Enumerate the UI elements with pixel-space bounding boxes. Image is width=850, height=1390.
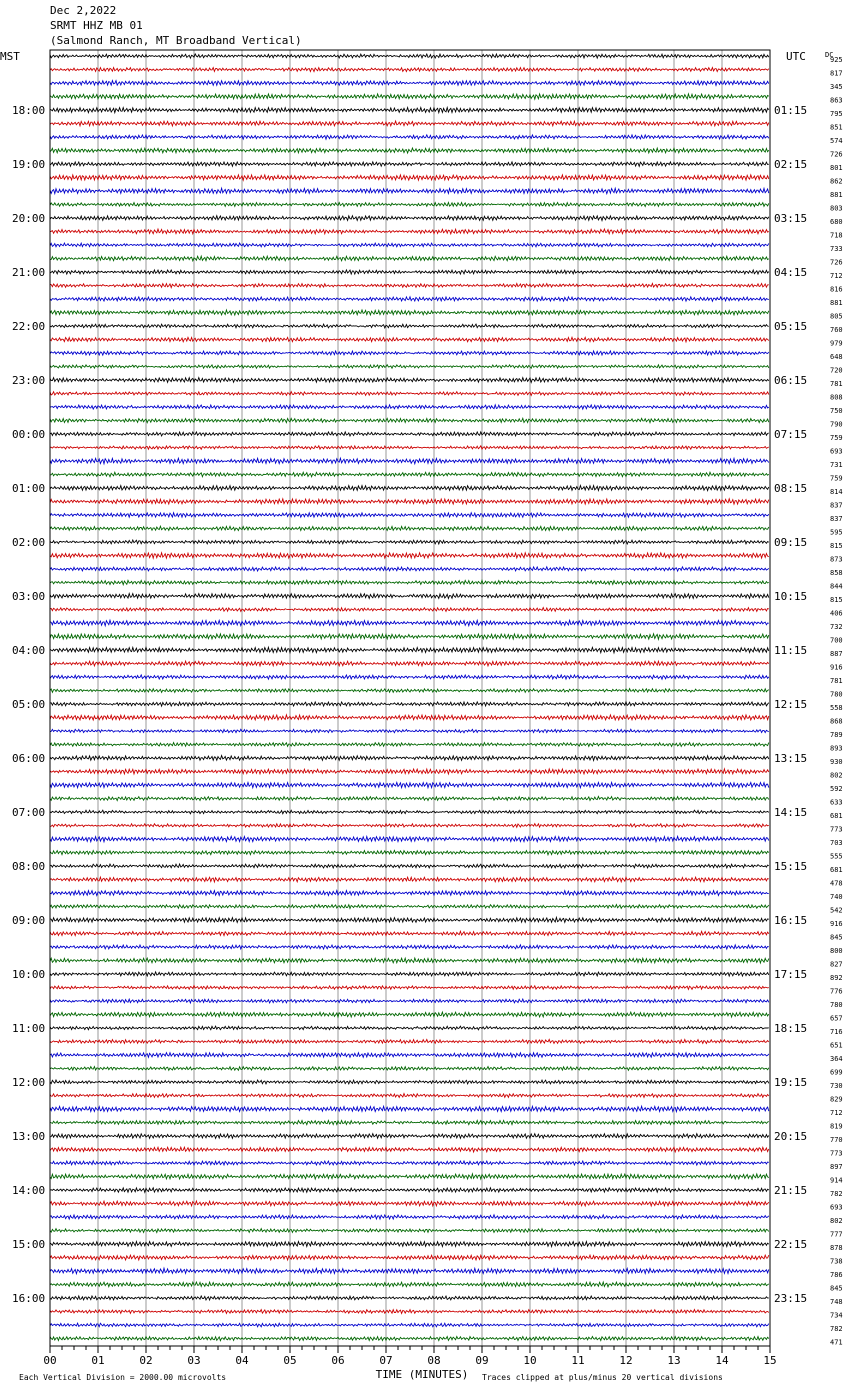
seismic-trace — [50, 796, 769, 800]
dc-offset-value: 851 — [830, 123, 843, 132]
dc-offset-value: 802 — [830, 771, 843, 780]
dc-offset-value: 748 — [830, 1298, 843, 1306]
mst-hour-label: 22:00 — [12, 320, 46, 333]
seismic-trace — [50, 1282, 769, 1287]
seismic-trace — [50, 458, 769, 463]
seismic-trace — [50, 392, 769, 396]
seismic-trace — [50, 567, 769, 571]
x-tick-label: 15 — [763, 1354, 777, 1367]
seismic-trace — [50, 608, 769, 612]
utc-hour-label: 08:15 — [774, 482, 808, 495]
utc-hour-label: 12:15 — [774, 698, 808, 711]
mst-hour-label: 09:00 — [12, 914, 46, 927]
dc-offset-value: 782 — [830, 1190, 843, 1198]
utc-hour-label: 19:15 — [774, 1076, 808, 1089]
x-tick-label: 06 — [331, 1354, 345, 1367]
seismic-trace — [50, 256, 769, 261]
seismic-trace — [50, 1134, 769, 1139]
x-tick-label: 04 — [235, 1354, 249, 1367]
dc-offset-value: 802 — [830, 1217, 843, 1225]
mst-hour-label: 14:00 — [12, 1184, 46, 1197]
seismic-trace — [50, 1053, 769, 1058]
seismic-trace — [50, 594, 769, 599]
seismic-trace — [50, 418, 769, 422]
dc-offset-value: 817 — [830, 69, 843, 78]
dc-offset-value: 726 — [830, 150, 843, 159]
dc-offset-value: 780 — [830, 690, 843, 699]
seismic-trace — [50, 769, 769, 774]
dc-offset-value: 773 — [830, 1149, 843, 1158]
seismic-trace — [50, 432, 769, 436]
seismic-trace — [50, 729, 769, 732]
seismic-trace — [50, 499, 769, 504]
dc-offset-value: 897 — [830, 1163, 843, 1171]
seismic-trace — [50, 1161, 769, 1165]
seismic-trace — [50, 782, 769, 787]
dc-offset-value: 873 — [830, 555, 843, 564]
dc-offset-value: 740 — [830, 893, 843, 901]
dc-offset-value: 657 — [830, 1014, 843, 1023]
dc-offset-value: 816 — [830, 285, 843, 294]
dc-offset-value: 699 — [830, 1068, 843, 1077]
seismic-trace — [50, 175, 769, 180]
dc-offset-value: 703 — [830, 839, 843, 847]
seismic-trace — [50, 661, 769, 666]
seismic-trace — [50, 958, 769, 963]
dc-offset-value: 878 — [830, 1244, 843, 1252]
dc-offset-value: 827 — [830, 960, 843, 969]
seismic-trace — [50, 1242, 769, 1247]
mst-hour-label: 18:00 — [12, 104, 46, 117]
dc-offset-value: 733 — [830, 245, 843, 253]
seismic-trace — [50, 121, 769, 126]
seismic-trace — [50, 1174, 769, 1179]
dc-offset-value: 651 — [830, 1041, 843, 1050]
dc-offset-value: 790 — [830, 420, 843, 429]
dc-offset-value: 892 — [830, 974, 843, 982]
mst-hour-label: 10:00 — [12, 968, 46, 981]
seismic-trace — [50, 1229, 769, 1233]
dc-offset-value: 732 — [830, 623, 843, 631]
dc-offset-value: 693 — [830, 447, 843, 456]
dc-offset-value: 805 — [830, 312, 843, 321]
dc-offset-value: 845 — [830, 933, 843, 942]
seismic-trace — [50, 743, 769, 747]
utc-hour-label: 11:15 — [774, 644, 808, 657]
dc-offset-value: 633 — [830, 798, 843, 807]
station-code: SRMT HHZ MB 01 — [50, 19, 143, 32]
dc-offset-value: 863 — [830, 96, 843, 105]
dc-offset-value: 781 — [830, 380, 843, 388]
utc-hour-label: 20:15 — [774, 1130, 808, 1143]
dc-offset-value: 815 — [830, 596, 843, 604]
seismic-trace — [50, 864, 769, 868]
dc-offset-value: 800 — [830, 947, 843, 955]
dc-offset-value: 471 — [830, 1338, 843, 1347]
seismic-trace — [50, 283, 769, 287]
seismic-trace — [50, 54, 769, 58]
x-axis-title: TIME (MINUTES) — [375, 1368, 469, 1381]
seismic-trace — [50, 148, 769, 153]
dc-offset-value: 893 — [830, 744, 843, 753]
seismic-trace — [50, 1106, 769, 1111]
dc-offset-value: 844 — [830, 582, 843, 591]
seismic-trace — [50, 917, 769, 922]
dc-offset-value: 716 — [830, 1028, 843, 1036]
dc-offset-value: 789 — [830, 731, 843, 739]
seismic-trace — [50, 836, 769, 841]
seismic-trace — [50, 756, 769, 761]
dc-offset-value: 808 — [830, 393, 843, 402]
mst-hour-label: 11:00 — [12, 1022, 46, 1035]
seismic-trace — [50, 472, 769, 476]
dc-offset-value: 681 — [830, 812, 843, 820]
right-timezone-label: UTC — [786, 50, 806, 63]
dc-offset-value: 777 — [830, 1230, 843, 1239]
dc-offset-value: 795 — [830, 110, 843, 118]
seismic-trace — [50, 365, 769, 368]
utc-hour-label: 14:15 — [774, 806, 808, 819]
seismic-trace — [50, 202, 769, 206]
seismic-trace — [50, 188, 769, 193]
seismic-trace — [50, 715, 769, 720]
seismic-trace — [50, 620, 769, 625]
seismic-trace — [50, 216, 769, 221]
mst-hour-label: 07:00 — [12, 806, 46, 819]
dc-offset-value: 759 — [830, 434, 843, 442]
dc-offset-value: 782 — [830, 1325, 843, 1333]
x-tick-label: 07 — [379, 1354, 393, 1367]
dc-offset-value: 478 — [830, 879, 843, 888]
utc-hour-label: 17:15 — [774, 968, 808, 981]
x-tick-label: 02 — [139, 1354, 153, 1367]
mst-hour-label: 01:00 — [12, 482, 46, 495]
x-tick-label: 05 — [283, 1354, 297, 1367]
utc-hour-label: 02:15 — [774, 158, 808, 171]
mst-hour-label: 21:00 — [12, 266, 46, 279]
dc-offset-header: DC — [825, 51, 834, 59]
utc-hour-label: 06:15 — [774, 374, 808, 387]
dc-offset-value: 759 — [830, 474, 843, 483]
dc-offset-value: 845 — [830, 1284, 843, 1293]
dc-offset-value: 750 — [830, 407, 843, 415]
x-tick-label: 11 — [571, 1354, 585, 1367]
seismic-trace — [50, 1012, 769, 1017]
mst-hour-label: 20:00 — [12, 212, 46, 225]
utc-hour-label: 10:15 — [774, 590, 808, 603]
seismic-trace — [50, 877, 769, 882]
mst-hour-label: 00:00 — [12, 428, 46, 441]
seismic-trace — [50, 1080, 769, 1084]
seismic-trace — [50, 580, 769, 584]
x-tick-label: 14 — [715, 1354, 729, 1367]
seismic-trace — [50, 229, 769, 234]
seismic-trace — [50, 972, 769, 976]
seismic-trace — [50, 378, 769, 383]
x-tick-label: 09 — [475, 1354, 489, 1367]
seismic-trace — [50, 135, 769, 139]
x-tick-label: 00 — [43, 1354, 57, 1367]
utc-hour-label: 16:15 — [774, 914, 808, 927]
dc-offset-value: 881 — [830, 299, 843, 307]
seismic-trace — [50, 1067, 769, 1071]
dc-offset-value: 731 — [830, 461, 843, 469]
dc-offset-value: 770 — [830, 1136, 843, 1144]
utc-hour-label: 21:15 — [774, 1184, 808, 1197]
seismic-trace — [50, 1296, 769, 1300]
mst-hour-label: 15:00 — [12, 1238, 46, 1251]
x-tick-label: 12 — [619, 1354, 633, 1367]
dc-offset-value: 819 — [830, 1122, 843, 1131]
plot-date: Dec 2,2022 — [50, 4, 117, 17]
seismic-trace — [50, 1147, 769, 1152]
seismic-trace — [50, 689, 769, 693]
seismic-trace — [50, 526, 769, 530]
seismic-trace — [50, 905, 769, 909]
utc-hour-label: 13:15 — [774, 752, 808, 765]
dc-offset-value: 738 — [830, 1257, 843, 1266]
seismic-trace — [50, 931, 769, 935]
dc-offset-value: 914 — [830, 1176, 843, 1185]
scale-note: Each Vertical Division = 2000.00 microvolts — [19, 1373, 227, 1382]
dc-offset-value: 712 — [830, 272, 843, 280]
dc-offset-value: 773 — [830, 825, 843, 834]
seismic-traces — [50, 54, 769, 1341]
seismic-trace — [50, 702, 769, 706]
dc-offset-value: 916 — [830, 663, 843, 672]
dc-offset-value: 781 — [830, 677, 843, 685]
seismic-trace — [50, 1094, 769, 1098]
mst-hour-label: 05:00 — [12, 698, 46, 711]
seismic-trace — [50, 351, 769, 355]
dc-offset-value: 881 — [830, 191, 843, 199]
dc-offset-value: 760 — [830, 326, 843, 334]
mst-hour-label: 16:00 — [12, 1292, 46, 1305]
utc-hour-label: 07:15 — [774, 428, 808, 441]
utc-hour-label: 09:15 — [774, 536, 808, 549]
seismic-trace — [50, 1323, 769, 1327]
seismic-trace — [50, 999, 769, 1003]
utc-hour-label: 18:15 — [774, 1022, 808, 1035]
x-tick-label: 13 — [667, 1354, 681, 1367]
seismic-trace — [50, 243, 769, 247]
dc-offset-value: 595 — [830, 528, 843, 537]
dc-offset-value: 680 — [830, 218, 843, 226]
dc-offset-value: 592 — [830, 785, 843, 793]
dc-offset-value: 555 — [830, 852, 843, 861]
seismic-trace — [50, 634, 769, 639]
dc-offset-value: 681 — [830, 866, 843, 874]
dc-offset-value: 868 — [830, 717, 843, 726]
utc-hour-label: 22:15 — [774, 1238, 808, 1251]
dc-offset-value: 780 — [830, 1001, 843, 1009]
seismic-trace — [50, 891, 769, 896]
mst-hour-label: 12:00 — [12, 1076, 46, 1089]
dc-offset-value: 786 — [830, 1271, 843, 1279]
mst-hour-label: 02:00 — [12, 536, 46, 549]
seismic-trace — [50, 647, 769, 652]
utc-hour-label: 23:15 — [774, 1292, 808, 1305]
seismic-trace — [50, 945, 769, 949]
seismic-trace — [50, 108, 769, 113]
dc-offset-value: 734 — [830, 1311, 843, 1320]
x-tick-label: 10 — [523, 1354, 537, 1367]
dc-offset-value: 693 — [830, 1203, 843, 1212]
seismic-trace — [50, 1215, 769, 1219]
dc-offset-value: 837 — [830, 501, 843, 510]
seismic-trace — [50, 1120, 769, 1124]
seismic-trace — [50, 1255, 769, 1260]
seismic-trace — [50, 553, 769, 558]
seismic-trace — [50, 68, 769, 72]
seismic-trace — [50, 1039, 769, 1043]
x-tick-label: 01 — [91, 1354, 105, 1367]
seismic-trace — [50, 446, 769, 449]
dc-offset-value: 916 — [830, 920, 843, 928]
dc-offset-value: 930 — [830, 758, 843, 766]
dc-offset-value: 720 — [830, 366, 843, 375]
seismic-trace — [50, 81, 769, 86]
mst-hour-label: 08:00 — [12, 860, 46, 873]
dc-offset-value: 574 — [830, 137, 843, 145]
mst-hour-label: 04:00 — [12, 644, 46, 657]
seismic-trace — [50, 1201, 769, 1206]
seismic-trace — [50, 1026, 769, 1030]
seismic-trace — [50, 1188, 769, 1192]
dc-offset-value: 730 — [830, 1082, 843, 1090]
seismic-trace — [50, 310, 769, 315]
seismic-trace — [50, 270, 769, 274]
seismic-trace — [50, 162, 769, 166]
seismic-trace — [50, 850, 769, 854]
dc-offset-value: 776 — [830, 987, 843, 996]
dc-offset-value: 345 — [830, 83, 843, 91]
seismic-trace — [50, 824, 769, 828]
seismic-trace — [50, 486, 769, 491]
mst-hour-label: 13:00 — [12, 1130, 46, 1143]
dc-offset-value: 815 — [830, 542, 843, 550]
dc-offset-value: 558 — [830, 704, 843, 712]
seismic-trace — [50, 513, 769, 518]
station-location: (Salmond Ranch, MT Broadband Vertical) — [50, 34, 302, 47]
dc-offset-value: 862 — [830, 177, 843, 186]
dc-offset-value: 829 — [830, 1095, 843, 1104]
seismic-trace — [50, 324, 769, 328]
utc-hour-label: 03:15 — [774, 212, 808, 225]
utc-hour-label: 01:15 — [774, 104, 808, 117]
seismic-trace — [50, 675, 769, 679]
dc-offset-value: 925 — [830, 56, 843, 64]
dc-offset-value: 801 — [830, 164, 843, 172]
x-tick-label: 03 — [187, 1354, 201, 1367]
utc-hour-label: 05:15 — [774, 320, 808, 333]
dc-offset-value: 364 — [830, 1055, 843, 1063]
mst-hour-label: 03:00 — [12, 590, 46, 603]
dc-offset-value: 648 — [830, 353, 843, 361]
mst-hour-label: 06:00 — [12, 752, 46, 765]
dc-offset-value: 887 — [830, 650, 843, 658]
seismic-trace — [50, 405, 769, 409]
dc-offset-value: 814 — [830, 488, 843, 496]
dc-offset-value: 726 — [830, 258, 843, 267]
dc-offset-value: 979 — [830, 339, 843, 348]
dc-offset-value: 837 — [830, 515, 843, 523]
dc-offset-value: 712 — [830, 1109, 843, 1117]
seismic-trace — [50, 297, 769, 301]
seismic-trace — [50, 337, 769, 342]
utc-hour-label: 15:15 — [774, 860, 808, 873]
dc-offset-value: 803 — [830, 204, 843, 213]
seismic-trace — [50, 1336, 769, 1340]
dc-offset-value: 718 — [830, 231, 843, 240]
seismic-trace — [50, 540, 769, 544]
dc-offset-value: 406 — [830, 609, 843, 618]
dc-offset-value: 700 — [830, 636, 843, 645]
seismic-trace — [50, 94, 769, 99]
dc-offset-value: 542 — [830, 906, 843, 915]
left-timezone-label: MST — [0, 50, 20, 63]
seismic-trace — [50, 810, 769, 814]
seismic-trace — [50, 1268, 769, 1273]
seismic-trace — [50, 1310, 769, 1314]
seismic-trace — [50, 986, 769, 990]
mst-hour-label: 19:00 — [12, 158, 46, 171]
utc-hour-label: 04:15 — [774, 266, 808, 279]
dc-offset-value: 858 — [830, 569, 843, 577]
mst-hour-label: 23:00 — [12, 374, 46, 387]
clip-note: Traces clipped at plus/minus 20 vertical divisions — [482, 1373, 723, 1382]
x-tick-label: 08 — [427, 1354, 441, 1367]
